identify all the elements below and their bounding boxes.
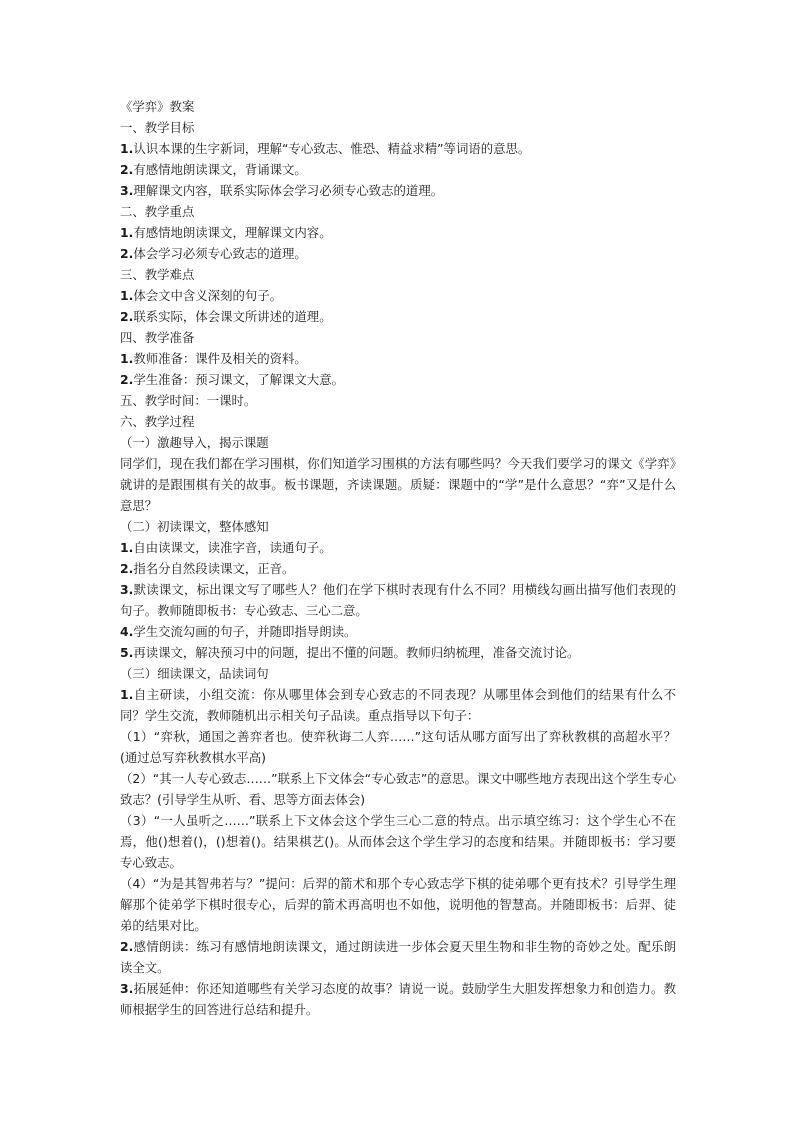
item-number: 5. [120,645,134,660]
item-number: 2. [120,309,134,324]
item-number: 1. [120,141,134,156]
item-text: 体会文中含义深刻的句子。 [133,288,283,303]
item-text: 学生准备：预习课文，了解课文大意。 [133,372,344,387]
list-item [120,369,676,390]
item-text: 默读课文，标出课文写了哪些人？他们在学下棋时表现有什么不同？用横线勾画出描写他们表现的句子。教师随即板书：专心致志、三心二意。 [120,582,676,618]
subsection-heading-intro: （一）激趣导入，揭示课题 [120,435,269,450]
section-heading-time: 五、教学时间：一课时。 [120,393,257,408]
list-item [120,978,676,1020]
section-heading-difficulties: 三、教学难点 [120,267,195,282]
subsection-heading-first-reading: （二）初读课文，整体感知 [120,519,269,534]
item-number: 3. [120,582,134,597]
list-item [120,138,676,159]
item-text: 自主研读，小组交流：你从哪里体会到专心致志的不同表现？从哪里体会到他们的结果有什么不同？学生交流，教师随机出示相关句子品读。重点指导以下句子： [120,687,676,723]
list-item [120,285,676,306]
subsection-heading-close-reading: （三）细读课文，品读词句 [120,666,269,681]
item-text: 联系实际，体会课文所讲述的道理。 [133,309,332,324]
sub-item: （2）“其一人专心致志……”联系上下文体会“专心致志”的意思。课文中哪些地方表现出这个学生专心致志？(引导学生从听、看、思等方面去体会) [120,771,676,807]
item-number: 3. [120,183,134,198]
list-item [120,537,676,558]
list-item [120,684,676,726]
item-number: 1. [120,225,134,240]
section-heading-process: 六、教学过程 [120,414,195,429]
item-text: 拓展延伸：你还知道哪些有关学习态度的故事？请说一说。鼓励学生大胆发挥想象力和创造力。教师根据学生的回答进行总结和提升。 [120,981,676,1017]
item-number: 1. [120,288,134,303]
list-item [120,558,676,579]
item-number: 3. [120,981,134,996]
item-number: 1. [120,687,134,702]
item-text: 再读课文，解决预习中的问题，提出不懂的问题。教师归纳梳理，准备交流讨论。 [133,645,580,660]
item-number: 2. [120,939,134,954]
list-item [120,222,676,243]
section-heading-preparation: 四、教学准备 [120,330,195,345]
paragraph-intro: 同学们，现在我们都在学习围棋，你们知道学习围棋的方法有哪些吗？今天我们要学习的课文《学弈》就讲的是跟围棋有关的故事。板书课题，齐读课题。质疑：课题中的“学”是什么意思？“弈”又是什么意思？ [120,456,676,513]
item-number: 2. [120,372,134,387]
item-text: 教师准备：课件及相关的资料。 [133,351,307,366]
list-item [120,306,676,327]
document-body [120,96,676,1020]
document-title: 《学弈》教案 [120,99,195,114]
item-number: 1. [120,351,134,366]
item-text: 有感情地朗读课文，背诵课文。 [133,162,307,177]
item-number: 1. [120,540,134,555]
list-item [120,243,676,264]
item-text: 指名分自然段读课文，正音。 [133,561,295,576]
item-text: 理解课文内容，联系实际体会学习必须专心致志的道理。 [133,183,444,198]
item-text: 学生交流勾画的句子，并随即指导朗读。 [133,624,357,639]
item-text: 有感情地朗读课文，理解课文内容。 [133,225,332,240]
item-number: 2. [120,162,134,177]
item-text: 认识本课的生字新词，理解“专心致志、惟恐、精益求精”等词语的意思。 [133,141,531,156]
list-item [120,621,676,642]
item-number: 4. [120,624,134,639]
list-item [120,642,676,663]
list-item [120,159,676,180]
list-item [120,579,676,621]
list-item [120,348,676,369]
item-text: 自由读课文，读准字音，读通句子。 [133,540,332,555]
section-heading-objectives: 一、教学目标 [120,120,195,135]
item-text: 体会学习必须专心致志的道理。 [133,246,307,261]
sub-item: （3）“一人虽听之……”联系上下文体会这个学生三心二意的特点。出示填空练习：这个学生心不在焉，他()想着()，()想着()。结果棋艺()。从而体会这个学生学习的态度和结果。并随即板书：学习要专心致志。 [120,813,676,870]
item-number: 2. [120,561,134,576]
sub-item: （1）“弈秋，通国之善弈者也。使弈秋诲二人弈……”这句话从哪方面写出了弈秋教棋的高超水平？(通过总写弈秋教棋水平高) [120,729,676,765]
item-number: 2. [120,246,134,261]
section-heading-key-points: 二、教学重点 [120,204,195,219]
list-item [120,936,676,978]
list-item [120,180,676,201]
item-text: 感情朗读：练习有感情地朗读课文，通过朗读进一步体会夏天里生物和非生物的奇妙之处。配乐朗读全文。 [120,939,676,975]
sub-item: （4）“为是其智弗若与？”提问：后羿的箭术和那个专心致志学下棋的徒弟哪个更有技术？引导学生理解那个徒弟学下棋时很专心，后羿的箭术再高明也不如他，说明他的智慧高。并随即板书：后羿、徒弟的结果对比。 [120,876,676,933]
